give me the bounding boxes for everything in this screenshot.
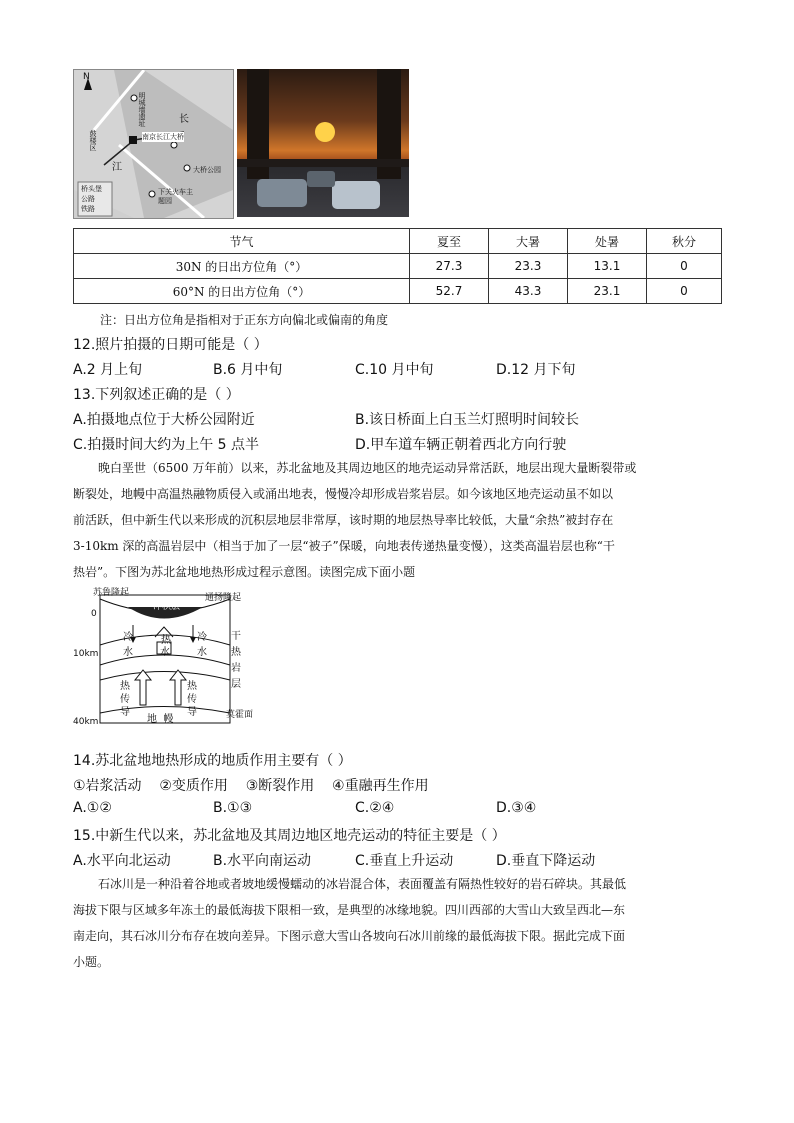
diagram-label-hot: 热 xyxy=(161,635,171,646)
table-cell: 23.3 xyxy=(489,254,568,279)
table-note: 注：日出方位角是指相对于正东方向偏北或偏南的角度 xyxy=(100,313,389,327)
diagram-label-dry-rock xyxy=(231,629,241,693)
diagram-label-hot: 水 xyxy=(160,647,170,658)
map-label-park: 大桥公园 xyxy=(193,166,221,174)
question-14-stem: 14.苏北盆地地热形成的地质作用主要有（ ） xyxy=(73,753,352,769)
map-label-wall: 明城墙遗址 xyxy=(138,92,146,127)
diagram-label-cold: 水 xyxy=(197,647,207,658)
cond-char: 传 xyxy=(187,694,197,705)
legend-item: 桥头堡 xyxy=(81,185,102,193)
north-label: N xyxy=(83,72,90,82)
dry-char: 岩 xyxy=(231,663,241,674)
table-header: 大暑 xyxy=(489,229,568,254)
passage-line: 南走向，其石冰川分布存在坡向差异。下图示意大雪山各坡向石冰川前缘的最低海拔下限。据此完成下面 xyxy=(73,929,626,943)
passage-line: 3-10km 深的高温岩层中（相当于加了一层“被子”保暖，向地表传递热量变慢），这类高温岩层也称“干 xyxy=(73,539,615,553)
q14-option-a[interactable]: A.①② xyxy=(73,800,112,816)
q15-option-a[interactable]: A.水平向北运动 xyxy=(73,853,171,869)
q13-option-d[interactable]: D.甲车道车辆正朝着西北方向行驶 xyxy=(355,437,567,453)
cond-char: 传 xyxy=(120,694,130,705)
q15-option-d[interactable]: D.垂直下降运动 xyxy=(496,853,596,869)
table-cell: 30N 的日出方位角（°） xyxy=(74,254,410,279)
passage-line: 前活跃，但中新生代以来形成的沉积层地层非常厚，该时期的地层热导率比较低，大量“余热”被封存在 xyxy=(73,513,614,527)
question-12-stem: 12.照片拍摄的日期可能是（ ） xyxy=(73,337,268,353)
question-13-stem: 13.下列叙述正确的是（ ） xyxy=(73,387,240,403)
location-map xyxy=(73,69,234,219)
table-cell: 13.1 xyxy=(568,254,647,279)
cond-char: 热 xyxy=(187,681,197,692)
diagram-label-conduction xyxy=(120,680,130,719)
depth-label: 0 xyxy=(91,609,97,619)
q12-option-a[interactable]: A.2 月上旬 xyxy=(73,362,143,378)
table-header: 处暑 xyxy=(568,229,647,254)
depth-label: 40km xyxy=(73,717,99,727)
q14-option-b[interactable]: B.①③ xyxy=(213,800,253,816)
table-header: 夏至 xyxy=(410,229,489,254)
dry-char: 热 xyxy=(231,647,241,658)
table-header: 节气 xyxy=(74,229,410,254)
table-row xyxy=(74,279,722,304)
passage-rock-glacier xyxy=(73,871,723,975)
diagram-label-sulu: 苏鲁隆起 xyxy=(93,588,130,598)
table-row xyxy=(74,254,722,279)
q14-option-d[interactable]: D.③④ xyxy=(496,800,537,816)
cond-char: 导 xyxy=(187,707,197,718)
table-cell: 23.1 xyxy=(568,279,647,304)
dry-char: 干 xyxy=(231,631,241,642)
diagram-label-mantle: 地 幔 xyxy=(147,714,174,725)
dry-char: 层 xyxy=(231,679,241,690)
diagram-label-moho: 莫霍面 xyxy=(226,710,254,720)
cond-char: 热 xyxy=(120,681,130,692)
passage-geothermal xyxy=(73,455,723,585)
q15-option-c[interactable]: C.垂直上升运动 xyxy=(355,853,454,869)
q12-option-d[interactable]: D.12 月下旬 xyxy=(496,362,576,378)
diagram-label-cold: 水 xyxy=(123,647,133,658)
map-label-chang: 长 xyxy=(179,114,189,125)
q14-option-c[interactable]: C.②④ xyxy=(355,800,395,816)
diagram-label-tongyang: 通扬隆起 xyxy=(205,593,242,603)
q13-option-b[interactable]: B.该日桥面上白玉兰灯照明时间较长 xyxy=(355,412,580,428)
map-label-bridge: 南京长江大桥 xyxy=(142,133,184,141)
map-label-jiang: 江 xyxy=(112,162,122,173)
table-cell: 27.3 xyxy=(410,254,489,279)
depth-label: 10km xyxy=(73,649,99,659)
map-label-district: 鼓楼区 xyxy=(89,130,97,151)
table-cell: 0 xyxy=(647,254,722,279)
table-cell: 43.3 xyxy=(489,279,568,304)
passage-line: 晚白垩世（6500 万年前）以来，苏北盆地及其周边地区的地壳运动异常活跃，地层出现大量断裂带或 xyxy=(98,461,637,475)
table-header-row xyxy=(74,229,722,254)
q13-option-c[interactable]: C.拍摄时间大约为上午 5 点半 xyxy=(73,437,260,453)
passage-line: 小题。 xyxy=(73,955,110,969)
q14-choices: ①岩浆活动 ②变质作用 ③断裂作用 ④重融再生作用 xyxy=(73,778,429,794)
photo-drawing xyxy=(237,69,409,217)
q13-option-a[interactable]: A.拍摄地点位于大桥公园附近 xyxy=(73,412,255,428)
cond-char: 导 xyxy=(120,707,130,718)
map-label-theme-park: 下关火车主题园 xyxy=(158,188,193,205)
legend-item: 公路 xyxy=(81,195,95,203)
diagram-label-cold: 冷 xyxy=(123,632,133,643)
sunrise-azimuth-table xyxy=(73,228,722,304)
passage-line: 石冰川是一种沿着谷地或者坡地缓慢蠕动的冰岩混合体，表面覆盖有隔热性较好的岩石碎块。其最低 xyxy=(98,877,627,891)
geothermal-diagram xyxy=(73,585,273,730)
passage-line: 海拔下限与区域多年冻土的最低海拔下限相一致，是典型的冰缘地貌。四川西部的大雪山大致呈西北—东 xyxy=(73,903,626,917)
diagram-label-sediment: 冲积层 xyxy=(153,602,181,612)
passage-line: 断裂处，地幔中高温热融物质侵入或涌出地表，慢慢冷却形成岩浆岩层。如今该地区地壳运动虽不如以 xyxy=(73,487,614,501)
map-legend xyxy=(81,184,102,214)
table-cell: 0 xyxy=(647,279,722,304)
diagram-label-conduction xyxy=(187,680,197,719)
q12-option-b[interactable]: B.6 月中旬 xyxy=(213,362,283,378)
question-15-stem: 15.中新生代以来，苏北盆地及其周边地区地壳运动的特征主要是（ ） xyxy=(73,828,506,844)
diagram-label-cold: 冷 xyxy=(197,632,207,643)
table-header: 秋分 xyxy=(647,229,722,254)
table-cell: 52.7 xyxy=(410,279,489,304)
sunrise-photo xyxy=(237,69,409,217)
q12-option-c[interactable]: C.10 月中旬 xyxy=(355,362,434,378)
legend-item: 铁路 xyxy=(81,205,95,213)
table-cell: 60°N 的日出方位角（°） xyxy=(74,279,410,304)
passage-line: 热岩”。下图为苏北盆地地热形成过程示意图。读图完成下面小题 xyxy=(73,565,416,579)
q15-option-b[interactable]: B.水平向南运动 xyxy=(213,853,312,869)
